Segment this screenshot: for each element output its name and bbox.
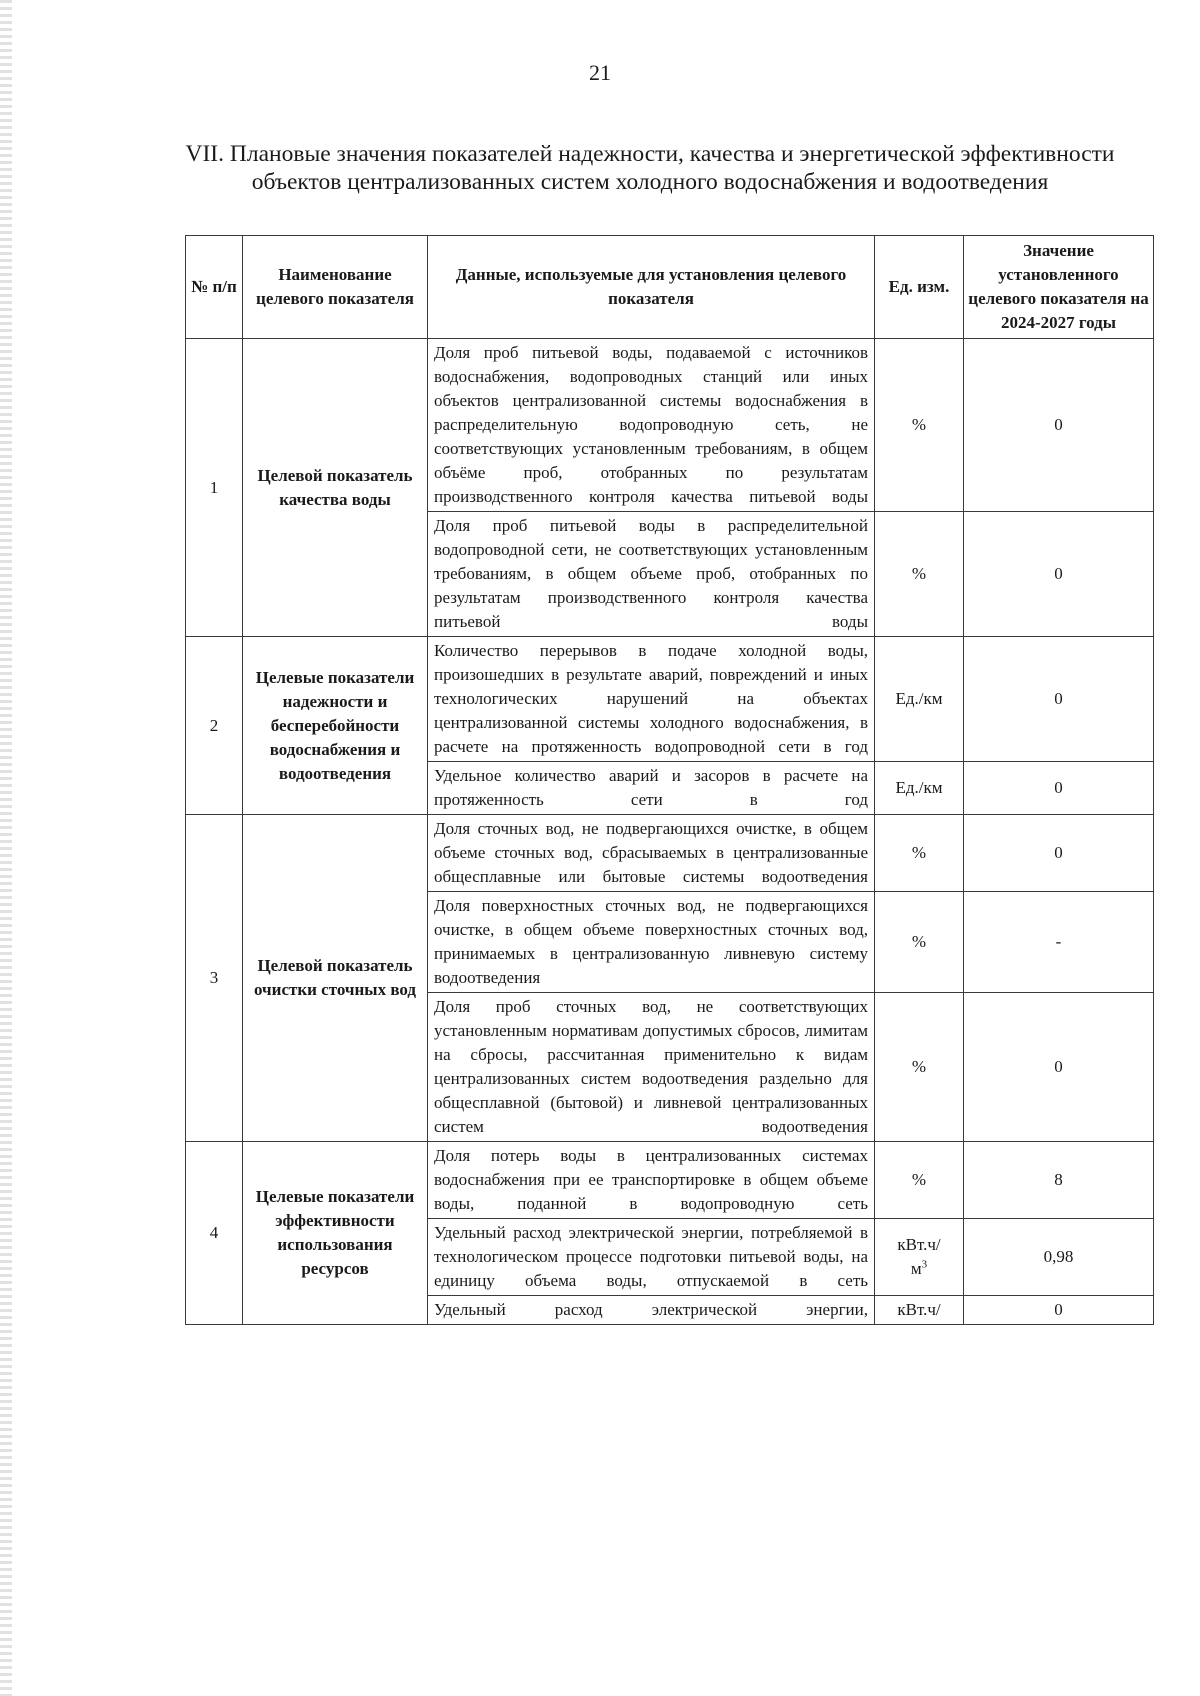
indicator-name: Целевые показатели эффективности использования ресурсов (243, 1142, 428, 1325)
indicator-value: 0 (964, 815, 1154, 892)
indicator-value: 0,98 (964, 1219, 1154, 1296)
table-row (186, 339, 1154, 512)
indicator-name: Целевые показатели надежности и бесперебойности водоснабжения и водоотведения (243, 637, 428, 815)
indicator-unit: % (875, 1142, 964, 1219)
unit-line-2 (881, 1257, 957, 1281)
indicator-unit: % (875, 993, 964, 1142)
row-num: 3 (186, 815, 243, 1142)
indicator-value: 0 (964, 339, 1154, 512)
section-title: VII. Плановые значения показателей надежности, качества и энергетической эффективности объектов централизованных систем холодного водоснабжения и водоотведения (185, 140, 1115, 195)
header-data: Данные, используемые для установления целевого показателя (428, 236, 875, 339)
indicator-value: 0 (964, 762, 1154, 815)
indicator-data: Доля проб питьевой воды, подаваемой с источников водоснабжения, водопроводных станций или иных объектов централизованной системы водоснабжения в распределительную водопроводную сеть, не соответствующих установленным требованиям, в общем объёме проб, отобранных по результатам производственного контроля качества питьевой воды (428, 339, 875, 512)
indicator-value: - (964, 892, 1154, 993)
page-number: 21 (589, 60, 611, 85)
table-row (186, 637, 1154, 762)
indicator-data: Доля поверхностных сточных вод, не подвергающихся очистке, в общем объеме поверхностных сточных вод, принимаемых в централизованную ливневую систему водоотведения (428, 892, 875, 993)
header-num: № п/п (186, 236, 243, 339)
indicator-data: Удельный расход электрической энергии, (428, 1296, 875, 1325)
unit-superscript: 3 (921, 1258, 928, 1271)
row-num: 1 (186, 339, 243, 637)
indicator-data: Доля сточных вод, не подвергающихся очистке, в общем объеме сточных вод, сбрасываемых в централизованные общесплавные или бытовые системы водоотведения (428, 815, 875, 892)
indicator-data: Количество перерывов в подаче холодной воды, произошедших в результате аварий, повреждений и иных технологических нарушений на объектах централизованной системы холодного водоснабжения, в расчете на протяженность водопроводной сети в год (428, 637, 875, 762)
indicator-value: 8 (964, 1142, 1154, 1219)
indicator-unit: % (875, 815, 964, 892)
header-unit: Ед. изм. (875, 236, 964, 339)
indicator-value: 0 (964, 993, 1154, 1142)
target-indicators-table (185, 235, 1154, 1325)
indicator-unit: Ед./км (875, 637, 964, 762)
indicator-value: 0 (964, 637, 1154, 762)
indicator-name: Целевой показатель качества воды (243, 339, 428, 637)
table-row (186, 815, 1154, 892)
indicator-data: Доля проб питьевой воды в распределительной водопроводной сети, не соответствующих установленным требованиям, в общем объеме проб, отобранных по результатам производственного контроля качества питьевой воды (428, 512, 875, 637)
indicator-unit: Ед./км (875, 762, 964, 815)
indicator-data: Удельный расход электрической энергии, потребляемой в технологическом процессе подготовки питьевой воды, на единицу объема воды, отпускаемой в сеть (428, 1219, 875, 1296)
table-row (186, 1142, 1154, 1219)
indicator-data: Доля потерь воды в централизованных системах водоснабжения при ее транспортировке в общем объеме воды, поданной в водопроводную сеть (428, 1142, 875, 1219)
row-num: 2 (186, 637, 243, 815)
page-binding-edge (0, 0, 12, 1696)
indicator-value: 0 (964, 1296, 1154, 1325)
row-num: 4 (186, 1142, 243, 1325)
indicator-unit: % (875, 339, 964, 512)
header-value: Значение установленного целевого показателя на 2024-2027 годы (964, 236, 1154, 339)
unit-line-1: кВт.ч/ (897, 1235, 941, 1254)
indicator-value: 0 (964, 512, 1154, 637)
indicator-unit: кВт.ч/ (875, 1296, 964, 1325)
table-header-row (186, 236, 1154, 339)
indicator-data: Удельное количество аварий и засоров в расчете на протяженность сети в год (428, 762, 875, 815)
indicator-data: Доля проб сточных вод, не соответствующих установленным нормативам допустимых сбросов, лимитам на сбросы, рассчитанная применительно к видам централизованных систем водоотведения раздельно для общесплавной (бытовой) и ливневой централизованных систем водоотведения (428, 993, 875, 1142)
indicator-name: Целевой показатель очистки сточных вод (243, 815, 428, 1142)
header-name: Наименование целевого показателя (243, 236, 428, 339)
indicator-unit: % (875, 512, 964, 637)
unit-base: м (910, 1259, 922, 1278)
indicator-unit (875, 1219, 964, 1296)
indicator-unit: % (875, 892, 964, 993)
